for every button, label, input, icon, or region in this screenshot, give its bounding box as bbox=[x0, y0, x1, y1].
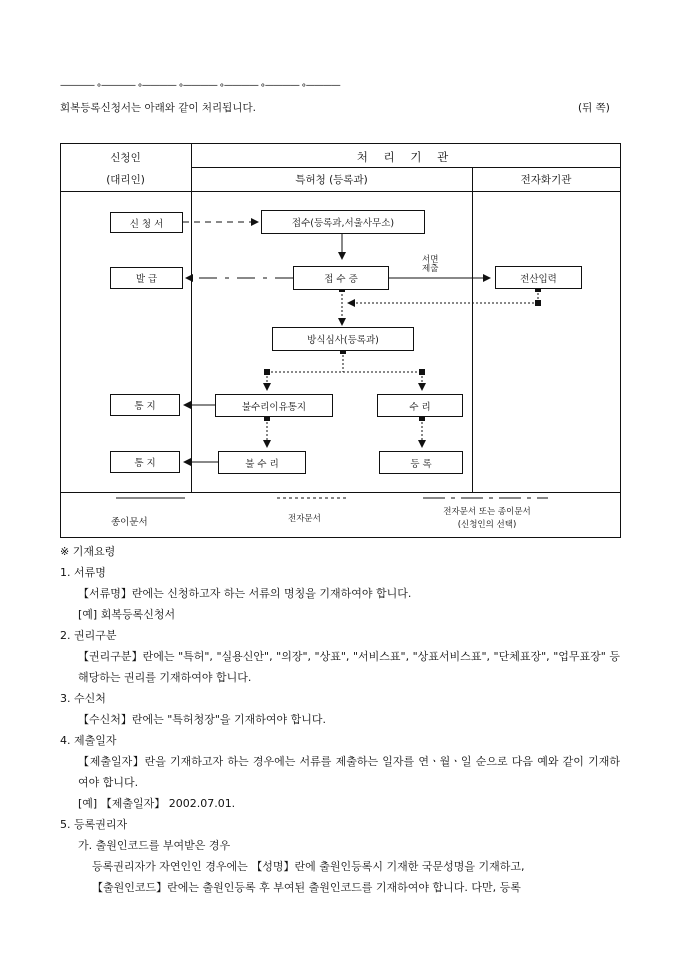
notice2-label: 통 지 bbox=[134, 458, 156, 469]
col-applicant-sub: (대리인) bbox=[106, 174, 145, 186]
s1-body: 【서류명】란에는 신청하고자 하는 서류의 명칭을 기재하여야 합니다. bbox=[78, 587, 412, 600]
issue-label: 발 급 bbox=[135, 274, 158, 285]
col-kipo: 특허청 (등록과) bbox=[295, 174, 368, 186]
s4-example: [예] 【제출일자】 2002.07.01. bbox=[78, 797, 236, 810]
receipt-label: 접수(등록과,서울사무소) bbox=[291, 218, 395, 229]
e-input-box bbox=[495, 266, 582, 289]
instructions bbox=[60, 541, 620, 898]
side-note: (뒤 쪽) bbox=[578, 102, 610, 114]
receipt-cert-box bbox=[293, 266, 389, 290]
accept-label: 수 리 bbox=[409, 401, 431, 413]
formality-label: 방식심사(등록과) bbox=[307, 335, 379, 346]
page-title: 회복등록신청서는 아래와 같이 처리됩니다. bbox=[60, 102, 256, 114]
s1-title: 1. 서류명 bbox=[60, 566, 106, 579]
s2-body: 【권리구분】란에는 "특허", "실용신안", "의장", "상표", "서비스표", "상표서비스표", "단체표장", "업무표장" 등 해당하는 권리를 기재하여야 합니다. bbox=[78, 650, 620, 684]
cut-line: ———— ∘———— ∘———— ∘———— ∘———— ∘———— ∘———— bbox=[60, 80, 340, 91]
receipt-cert-label: 접 수 증 bbox=[324, 274, 358, 285]
reject-notice-box bbox=[215, 394, 333, 417]
s4-body: 【제출일자】란을 기재하고자 하는 경우에는 서류를 제출하는 일자를 연ㆍ월ㆍ일 순으로 다음 예와 같이 기재하여야 합니다. bbox=[78, 755, 620, 789]
register-box bbox=[379, 451, 463, 474]
receipt-box bbox=[261, 210, 425, 234]
s3-title: 3. 수신처 bbox=[60, 692, 106, 705]
s3-body: 【수신처】란에는 "특허청장"을 기재하여야 합니다. bbox=[78, 713, 326, 726]
s5-sub: 가. 출원인코드를 부여받은 경우 bbox=[78, 839, 231, 852]
s1-example: [예] 회복등록신청서 bbox=[78, 608, 176, 621]
legend-either-line2: (신청인의 선택) bbox=[457, 520, 517, 530]
register-label: 등 록 bbox=[410, 458, 432, 470]
notice1-box bbox=[110, 394, 180, 416]
reject-box bbox=[218, 451, 306, 474]
legend-either-line1: 전자문서 또는 종이문서 bbox=[443, 507, 531, 517]
s5-body1: 등록권리자가 자연인인 경우에는 【성명】란에 출원인등록시 기재한 국문성명을 기재하고, bbox=[92, 860, 525, 873]
notice1-label: 통 지 bbox=[134, 401, 156, 412]
reject-notice-label: 불수리이유통지 bbox=[241, 401, 307, 413]
s5-title: 5. 등록권리자 bbox=[60, 818, 128, 831]
paper-submit-note: 서면 제출 bbox=[422, 255, 439, 274]
col-processing: 처 리 기 관 bbox=[356, 150, 455, 164]
apply-label: 신 청 서 bbox=[129, 218, 164, 230]
legend-electronic: 전자문서 bbox=[288, 514, 321, 524]
legend-paper: 종이문서 bbox=[111, 517, 148, 528]
instructions-heading: ※ 기재요령 bbox=[60, 545, 116, 558]
s2-title: 2. 권리구분 bbox=[60, 629, 117, 642]
col-applicant: 신청인 bbox=[110, 152, 141, 164]
accept-box bbox=[377, 394, 463, 417]
col-electronic: 전자화기관 bbox=[520, 174, 572, 186]
notice2-box bbox=[110, 451, 180, 473]
apply-box bbox=[110, 212, 183, 233]
formality-box bbox=[272, 327, 414, 351]
s4-title: 4. 제출일자 bbox=[60, 734, 117, 747]
s5-body2: 【출원인코드】란에는 출원인등록 후 부여된 출원인코드를 기재하여야 합니다. 다만, 등록 bbox=[92, 881, 521, 894]
reject-label: 불 수 리 bbox=[245, 458, 279, 470]
issue-box bbox=[110, 267, 183, 289]
e-input-label: 전산입력 bbox=[520, 273, 557, 285]
